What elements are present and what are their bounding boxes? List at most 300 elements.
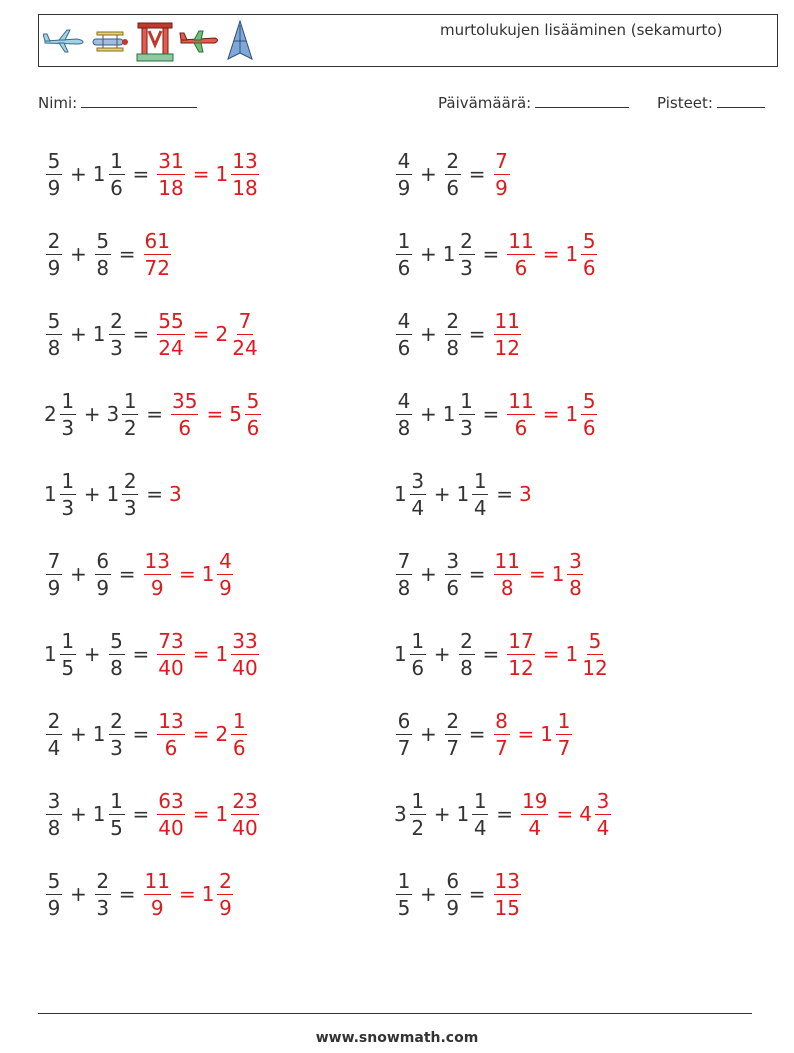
addend-a: [394, 228, 414, 280]
whole-number: 3: [106, 402, 120, 426]
denominator: 7: [397, 735, 411, 760]
addend-b: [443, 708, 463, 760]
addend-b: [93, 868, 113, 920]
fraction: [109, 148, 125, 200]
answer-fraction: [142, 548, 173, 600]
fraction: [396, 868, 412, 920]
numerator: 13: [144, 548, 170, 573]
fraction: [231, 308, 258, 360]
equals-sign: =: [468, 882, 486, 906]
addend-a: [394, 628, 428, 680]
numerator: 1: [61, 468, 75, 493]
addend-b: [443, 308, 463, 360]
denominator: 8: [446, 335, 460, 360]
numerator: 2: [460, 228, 473, 253]
header-icons: [43, 19, 255, 63]
denominator: 7: [446, 735, 460, 760]
fraction: [60, 468, 76, 520]
equals-sign: =: [192, 322, 210, 346]
answer: [169, 482, 183, 506]
problem-item: [44, 704, 249, 764]
answer: [505, 628, 610, 680]
numerator: 7: [397, 548, 411, 573]
score-label: Pisteet:: [657, 94, 713, 112]
denominator: 6: [411, 655, 425, 680]
problem-item: [394, 144, 512, 204]
equals-sign: =: [132, 162, 150, 186]
equals-sign: =: [206, 402, 224, 426]
equals-sign: =: [542, 642, 560, 666]
denominator: 9: [446, 895, 460, 920]
equals-sign: =: [192, 722, 210, 746]
plus-sign: +: [83, 482, 101, 506]
fraction: [459, 628, 475, 680]
worksheet-title: murtolukujen lisääminen (sekamurto): [440, 21, 723, 39]
whole-number: 4: [579, 802, 592, 826]
numerator: 1: [411, 788, 425, 813]
answer: [492, 708, 575, 760]
answer-mixed: [215, 788, 260, 840]
addend-a: [44, 308, 64, 360]
whole-number: 1: [215, 162, 229, 186]
denominator: 8: [500, 575, 514, 600]
equals-sign: =: [118, 882, 136, 906]
equals-sign: =: [496, 802, 513, 826]
denominator: 3: [61, 415, 75, 440]
answer-fraction: [519, 788, 550, 840]
addend-a: [394, 148, 414, 200]
numerator: 3: [596, 788, 610, 813]
plus-sign: +: [70, 162, 87, 186]
answer-fraction: [169, 388, 200, 440]
whole-number: 5: [229, 402, 242, 426]
fraction: [95, 548, 111, 600]
fraction: [410, 628, 426, 680]
denominator: 9: [47, 895, 61, 920]
denominator: 6: [397, 335, 411, 360]
addend-b: [92, 788, 127, 840]
plus-sign: +: [420, 322, 437, 346]
equals-sign: =: [118, 242, 136, 266]
whole-number: 1: [394, 482, 407, 506]
addend-a: [44, 228, 64, 280]
addend-b: [443, 148, 463, 200]
denominator: 9: [47, 175, 61, 200]
denominator: 9: [495, 175, 508, 200]
whole-number: 3: [394, 802, 407, 826]
denominator: 3: [110, 335, 123, 360]
fraction: [581, 388, 597, 440]
addend-b: [443, 548, 463, 600]
addend-a: [44, 468, 78, 520]
equals-sign: =: [556, 802, 574, 826]
fraction: [445, 548, 461, 600]
name-field[interactable]: [38, 93, 197, 112]
fraction: [231, 628, 258, 680]
answer-fraction: [492, 868, 523, 920]
answer-mixed: [565, 628, 610, 680]
numerator: 2: [110, 308, 123, 333]
addend-a: [394, 548, 414, 600]
equals-sign: =: [528, 562, 546, 586]
plus-sign: +: [433, 802, 451, 826]
fraction: [556, 708, 572, 760]
equals-sign: =: [132, 642, 150, 666]
numerator: 7: [238, 308, 252, 333]
numerator: 2: [460, 628, 473, 653]
numerator: 1: [411, 628, 425, 653]
denominator: 40: [232, 815, 258, 840]
denominator: 40: [158, 655, 184, 680]
addend-a: [44, 868, 64, 920]
fraction: [109, 308, 125, 360]
denominator: 24: [158, 335, 184, 360]
answer: [519, 788, 613, 840]
fraction: [144, 868, 171, 920]
numerator: 13: [494, 868, 520, 893]
problem-item: [394, 864, 523, 924]
denominator: 6: [164, 735, 178, 760]
answer-mixed: [540, 708, 574, 760]
fraction: [507, 628, 534, 680]
numerator: 5: [110, 628, 123, 653]
whole-number: 3: [169, 482, 182, 506]
numerator: 5: [582, 388, 596, 413]
answer-fraction: [492, 148, 512, 200]
biplane-icon: [89, 26, 131, 56]
fraction: [95, 868, 111, 920]
answer-fraction: [492, 308, 523, 360]
answer: [505, 228, 599, 280]
numerator: 11: [144, 868, 170, 893]
date-blank[interactable]: [535, 93, 629, 108]
numerator: 6: [446, 868, 460, 893]
problem-item: [44, 544, 235, 604]
plus-sign: +: [420, 162, 437, 186]
whole-number: 1: [565, 402, 579, 426]
denominator: 6: [446, 575, 460, 600]
answer-mixed: [201, 548, 236, 600]
addend-a: [394, 708, 414, 760]
denominator: 9: [219, 575, 232, 600]
addend-a: [394, 388, 414, 440]
plus-sign: +: [420, 882, 437, 906]
answer: [519, 482, 533, 506]
footer-url: www.snowmath.com: [315, 1030, 479, 1046]
addend-b: [93, 228, 113, 280]
numerator: 1: [61, 628, 75, 653]
fraction: [410, 788, 426, 840]
fraction: [567, 548, 583, 600]
fraction: [396, 148, 412, 200]
addend-a: [394, 788, 428, 840]
denominator: 8: [47, 335, 61, 360]
denominator: 18: [232, 175, 258, 200]
fraction: [157, 628, 184, 680]
denominator: 4: [596, 815, 610, 840]
denominator: 3: [123, 495, 137, 520]
numerator: 6: [96, 548, 110, 573]
equals-sign: =: [468, 722, 486, 746]
denominator: 18: [158, 175, 184, 200]
fraction: [445, 308, 461, 360]
fraction: [396, 228, 412, 280]
denominator: 7: [495, 735, 508, 760]
denominator: 8: [110, 655, 123, 680]
fraction: [217, 868, 233, 920]
fraction: [507, 388, 534, 440]
airplane-icon: [43, 26, 85, 56]
plus-sign: +: [70, 562, 87, 586]
score-field[interactable]: [657, 93, 765, 112]
problem-item: [394, 384, 599, 444]
denominator: 4: [473, 495, 487, 520]
plus-sign: +: [70, 882, 87, 906]
whole-number: 1: [215, 802, 229, 826]
addend-b: [92, 308, 127, 360]
fraction: [157, 708, 184, 760]
equals-sign: =: [517, 722, 535, 746]
fraction: [494, 308, 521, 360]
denominator: 6: [178, 415, 192, 440]
numerator: 8: [495, 708, 508, 733]
equals-sign: =: [482, 642, 500, 666]
answer-fraction: [492, 548, 523, 600]
fraction: [494, 148, 510, 200]
addend-b: [456, 468, 491, 520]
equals-sign: =: [192, 162, 210, 186]
equals-sign: =: [178, 562, 196, 586]
score-blank[interactable]: [717, 93, 765, 108]
denominator: 40: [158, 815, 184, 840]
denominator: 12: [508, 655, 534, 680]
addend-b: [107, 628, 127, 680]
problem-item: [44, 464, 183, 524]
addend-a: [394, 468, 428, 520]
answer-fraction: [142, 228, 173, 280]
equals-sign: =: [482, 402, 500, 426]
whole-number: 1: [551, 562, 565, 586]
answer: [492, 548, 586, 600]
addend-b: [93, 548, 113, 600]
answer-mixed: [215, 708, 249, 760]
numerator: 5: [47, 308, 61, 333]
denominator: 24: [232, 335, 258, 360]
fraction: [231, 708, 247, 760]
denominator: 6: [232, 735, 246, 760]
denominator: 6: [446, 175, 460, 200]
equals-sign: =: [132, 322, 150, 346]
denominator: 8: [47, 815, 61, 840]
answer-fraction: [155, 308, 186, 360]
answer-fraction: [155, 788, 186, 840]
numerator: 3: [446, 548, 460, 573]
equals-sign: =: [178, 882, 196, 906]
fraction: [595, 788, 611, 840]
answer-mixed: [579, 788, 613, 840]
date-field[interactable]: [438, 93, 629, 112]
fraction: [459, 228, 475, 280]
fraction: [46, 228, 62, 280]
answer: [155, 788, 260, 840]
answer-mixed: [551, 548, 586, 600]
numerator: 1: [473, 468, 487, 493]
answer-mixed: [215, 308, 260, 360]
fraction: [396, 308, 412, 360]
denominator: 3: [460, 415, 473, 440]
addend-a: [394, 308, 414, 360]
equals-sign: =: [192, 802, 210, 826]
answer-fraction: [505, 628, 536, 680]
numerator: 11: [494, 308, 520, 333]
denominator: 3: [61, 495, 75, 520]
whole-number: 1: [92, 322, 106, 346]
whole-number: 1: [44, 642, 57, 666]
denominator: 6: [397, 255, 411, 280]
numerator: 2: [219, 868, 232, 893]
plus-sign: +: [433, 482, 451, 506]
problem-item: [394, 224, 599, 284]
red-plane-icon: [179, 26, 221, 56]
fraction: [60, 388, 76, 440]
problem-item: [44, 224, 173, 284]
fraction: [46, 708, 62, 760]
fraction: [109, 788, 125, 840]
fraction: [109, 628, 125, 680]
plus-sign: +: [420, 402, 437, 426]
answer-fraction: [169, 482, 183, 506]
answer: [142, 868, 236, 920]
fraction: [46, 548, 62, 600]
denominator: 8: [96, 255, 110, 280]
numerator: 2: [110, 708, 123, 733]
denominator: 5: [61, 655, 75, 680]
fraction: [581, 628, 608, 680]
numerator: 4: [397, 148, 411, 173]
answer-fraction: [492, 708, 512, 760]
answer: [155, 708, 249, 760]
addend-b: [457, 628, 477, 680]
numerator: 1: [61, 388, 75, 413]
fraction: [95, 228, 111, 280]
denominator: 8: [397, 415, 411, 440]
name-blank[interactable]: [81, 93, 197, 108]
whole-number: 1: [565, 242, 579, 266]
addend-b: [442, 228, 477, 280]
equals-sign: =: [482, 242, 500, 266]
problem-item: [394, 464, 533, 524]
fraction: [231, 148, 258, 200]
plus-sign: +: [420, 242, 437, 266]
equals-sign: =: [468, 162, 486, 186]
whole-number: 1: [92, 802, 106, 826]
answer: [142, 548, 236, 600]
numerator: 1: [123, 388, 137, 413]
denominator: 6: [110, 175, 123, 200]
equals-sign: =: [468, 322, 486, 346]
whole-number: 1: [442, 402, 456, 426]
fraction: [144, 548, 171, 600]
equals-sign: =: [468, 562, 486, 586]
problem-item: [394, 784, 613, 844]
answer-mixed: [215, 148, 260, 200]
addend-a: [44, 628, 78, 680]
addend-b: [106, 388, 141, 440]
plus-sign: +: [420, 562, 437, 586]
denominator: 3: [110, 735, 123, 760]
numerator: 5: [47, 868, 61, 893]
date-label: Päivämäärä:: [438, 94, 532, 112]
answer: [155, 308, 260, 360]
fraction: [122, 468, 138, 520]
answer: [155, 628, 260, 680]
numerator: 2: [47, 228, 61, 253]
whole-number: 2: [215, 322, 229, 346]
addend-b: [456, 788, 491, 840]
numerator: 5: [582, 228, 596, 253]
fraction: [396, 708, 412, 760]
whole-number: 1: [201, 882, 215, 906]
answer: [169, 388, 263, 440]
answer-mixed: [215, 628, 260, 680]
numerator: 1: [110, 788, 123, 813]
numerator: 13: [158, 708, 184, 733]
whole-number: 1: [540, 722, 554, 746]
fraction: [157, 788, 184, 840]
fraction: [507, 228, 534, 280]
addend-a: [44, 388, 78, 440]
denominator: 2: [123, 415, 137, 440]
fraction: [46, 148, 62, 200]
plus-sign: +: [70, 802, 87, 826]
numerator: 2: [96, 868, 110, 893]
denominator: 9: [96, 575, 110, 600]
numerator: 63: [158, 788, 184, 813]
numerator: 4: [219, 548, 232, 573]
whole-number: 2: [215, 722, 229, 746]
fraction: [46, 868, 62, 920]
equals-sign: =: [132, 722, 150, 746]
denominator: 8: [460, 655, 473, 680]
numerator: 61: [144, 228, 170, 253]
fraction: [494, 708, 510, 760]
denominator: 9: [47, 255, 61, 280]
addend-a: [394, 868, 414, 920]
answer: [505, 388, 599, 440]
whole-number: 1: [201, 562, 215, 586]
whole-number: 1: [456, 482, 470, 506]
rocket-icon: [225, 19, 255, 63]
numerator: 11: [508, 228, 534, 253]
problem-item: [394, 624, 611, 684]
denominator: 4: [47, 735, 61, 760]
problem-item: [44, 144, 261, 204]
denominator: 40: [232, 655, 258, 680]
denominator: 2: [411, 815, 425, 840]
denominator: 8: [569, 575, 582, 600]
whole-number: 1: [215, 642, 229, 666]
denominator: 9: [47, 575, 61, 600]
equals-sign: =: [146, 402, 163, 426]
plus-sign: +: [70, 242, 87, 266]
whole-number: 1: [44, 482, 57, 506]
denominator: 7: [557, 735, 571, 760]
whole-number: 1: [92, 162, 106, 186]
addend-b: [442, 388, 477, 440]
fraction: [60, 628, 76, 680]
numerator: 2: [47, 708, 61, 733]
fraction: [171, 388, 198, 440]
